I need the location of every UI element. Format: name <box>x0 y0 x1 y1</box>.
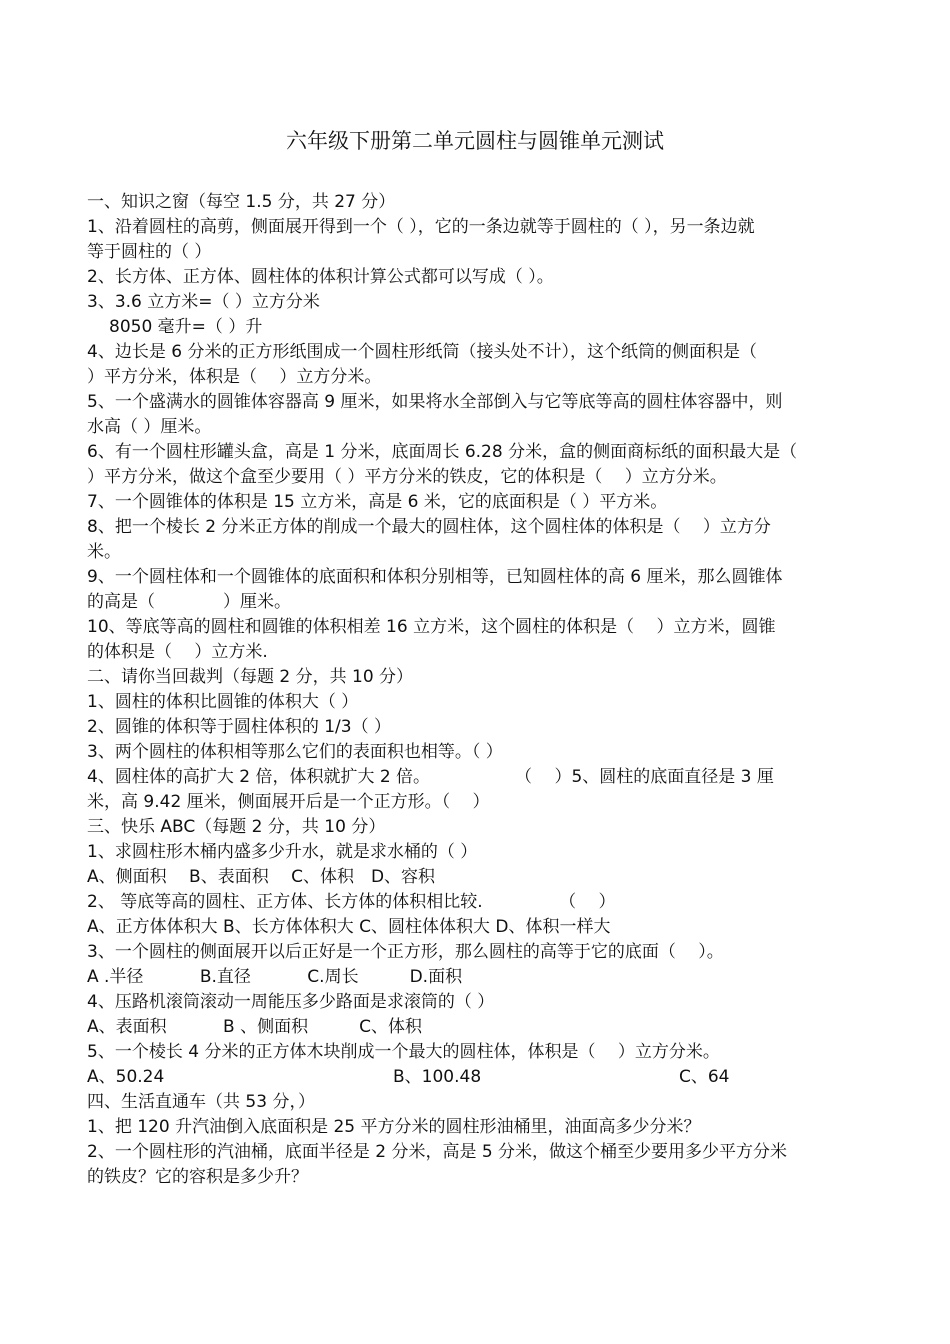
s3-question-2: 2、 等底等高的圆柱、正方体、长方体的体积相比较. （ ） <box>87 892 616 912</box>
s1-question-5-line-2: 水高（ ）厘米。 <box>87 417 212 437</box>
s1-question-4-line-2: ）平方分米，体积是（ ）立方分米。 <box>87 367 382 387</box>
section-1-heading: 一、知识之窗（每空 1.5 分，共 27 分） <box>87 192 396 212</box>
s1-question-7: 7、一个圆锥体的体积是 15 立方米，高是 6 米，它的底面积是（ ）平方米。 <box>87 492 668 512</box>
s1-question-6-line-1: 6、有一个圆柱形罐头盒，高是 1 分米，底面周长 6.28 分米，盒的侧面商标纸的面积最大是（ <box>87 442 798 462</box>
section-4-heading: 四、生活直通车（共 53 分，） <box>87 1092 315 1112</box>
option-a: A、50.24 <box>87 1067 165 1087</box>
s3-question-4: 4、压路机滚筒滚动一周能压多少路面是求滚筒的（ ） <box>87 992 495 1012</box>
s2-question-1: 1、圆柱的体积比圆锥的体积大（ ） <box>87 692 359 712</box>
s2-question-4-line-1: 4、圆柱体的高扩大 2 倍，体积就扩大 2 倍。 （ ）5、圆柱的底面直径是 3 厘 <box>87 767 774 787</box>
s4-question-2-line-2: 的铁皮？它的容积是多少升？ <box>87 1167 308 1187</box>
s1-question-3-line-1: 3、3.6 立方米=（ ）立方分米 <box>87 292 320 312</box>
s1-question-8-line-2: 米。 <box>87 542 121 562</box>
s3-question-1-options: A、侧面积 B、表面积 C、体积 D、容积 <box>87 867 436 887</box>
s1-question-5-line-1: 5、一个盛满水的圆锥体容器高 9 厘米，如果将水全部倒入与它等底等高的圆柱体容器中，则 <box>87 392 783 412</box>
s3-question-2-options: A、正方体体积大 B、长方体体积大 C、圆柱体体积大 D、体积一样大 <box>87 917 611 937</box>
s4-question-1: 1、把 120 升汽油倒入底面积是 25 平方分米的圆柱形油桶里，油面高多少分米？ <box>87 1117 701 1137</box>
section-3-heading: 三、快乐 ABC（每题 2 分，共 10 分） <box>87 817 386 837</box>
s2-question-3: 3、两个圆柱的体积相等那么它们的表面积也相等。（ ） <box>87 742 503 762</box>
s3-question-1: 1、求圆柱形木桶内盛多少升水，就是求水桶的（ ） <box>87 842 478 862</box>
s1-question-1-line-2: 等于圆柱的（ ） <box>87 242 212 262</box>
s1-question-9-line-1: 9、一个圆柱体和一个圆锥体的底面积和体积分别相等，已知圆柱体的高 6 厘米，那么圆锥体 <box>87 567 783 587</box>
s3-question-3-options: A .半径 B.直径 C.周长 D.面积 <box>87 967 463 987</box>
s1-question-3-line-2: 8050 毫升=（ ）升 <box>109 317 263 337</box>
document-title: 六年级下册第二单元圆柱与圆锥单元测试 <box>286 129 664 153</box>
s1-question-4-line-1: 4、边长是 6 分米的正方形纸围成一个圆柱形纸筒（接头处不计），这个纸筒的侧面积是（ <box>87 342 757 362</box>
s3-question-5: 5、一个棱长 4 分米的正方体木块削成一个最大的圆柱体，体积是（ ）立方分米。 <box>87 1042 720 1062</box>
section-2-heading: 二、请你当回裁判（每题 2 分，共 10 分） <box>87 667 414 687</box>
s1-question-2: 2、长方体、正方体、圆柱体的体积计算公式都可以写成（ ）。 <box>87 267 554 287</box>
s1-question-10-line-2: 的体积是（ ）立方米. <box>87 642 268 662</box>
s1-question-8-line-1: 8、把一个棱长 2 分米正方体的削成一个最大的圆柱体，这个圆柱体的体积是（ ）立方分 <box>87 517 771 537</box>
s3-question-5-options <box>87 1065 867 1090</box>
s1-question-1-line-1: 1、沿着圆柱的高剪，侧面展开得到一个（ ），它的一条边就等于圆柱的（ ），另一条边就 <box>87 217 755 237</box>
s3-question-4-options: A、表面积 B 、侧面积 C、体积 <box>87 1017 422 1037</box>
s2-question-4-line-2: 米，高 9.42 厘米，侧面展开后是一个正方形。（ ） <box>87 792 490 812</box>
s1-question-9-line-2: 的高是（ ）厘米。 <box>87 592 291 612</box>
s1-question-6-line-2: ）平方分米，做这个盒至少要用（ ）平方分米的铁皮，它的体积是（ ）立方分米。 <box>87 467 727 487</box>
option-c: C、64 <box>679 1067 730 1087</box>
s2-question-2: 2、圆锥的体积等于圆柱体积的 1/3（ ） <box>87 717 391 737</box>
option-b: B、100.48 <box>393 1067 482 1087</box>
s4-question-2-line-1: 2、一个圆柱形的汽油桶，底面半径是 2 分米，高是 5 分米，做这个桶至少要用多少平方分米 <box>87 1142 788 1162</box>
document-body <box>87 190 867 1190</box>
s3-question-3: 3、一个圆柱的侧面展开以后正好是一个正方形，那么圆柱的高等于它的底面（ ）。 <box>87 942 724 962</box>
s1-question-10-line-1: 10、等底等高的圆柱和圆锥的体积相差 16 立方米，这个圆柱的体积是（ ）立方米，圆锥 <box>87 617 776 637</box>
